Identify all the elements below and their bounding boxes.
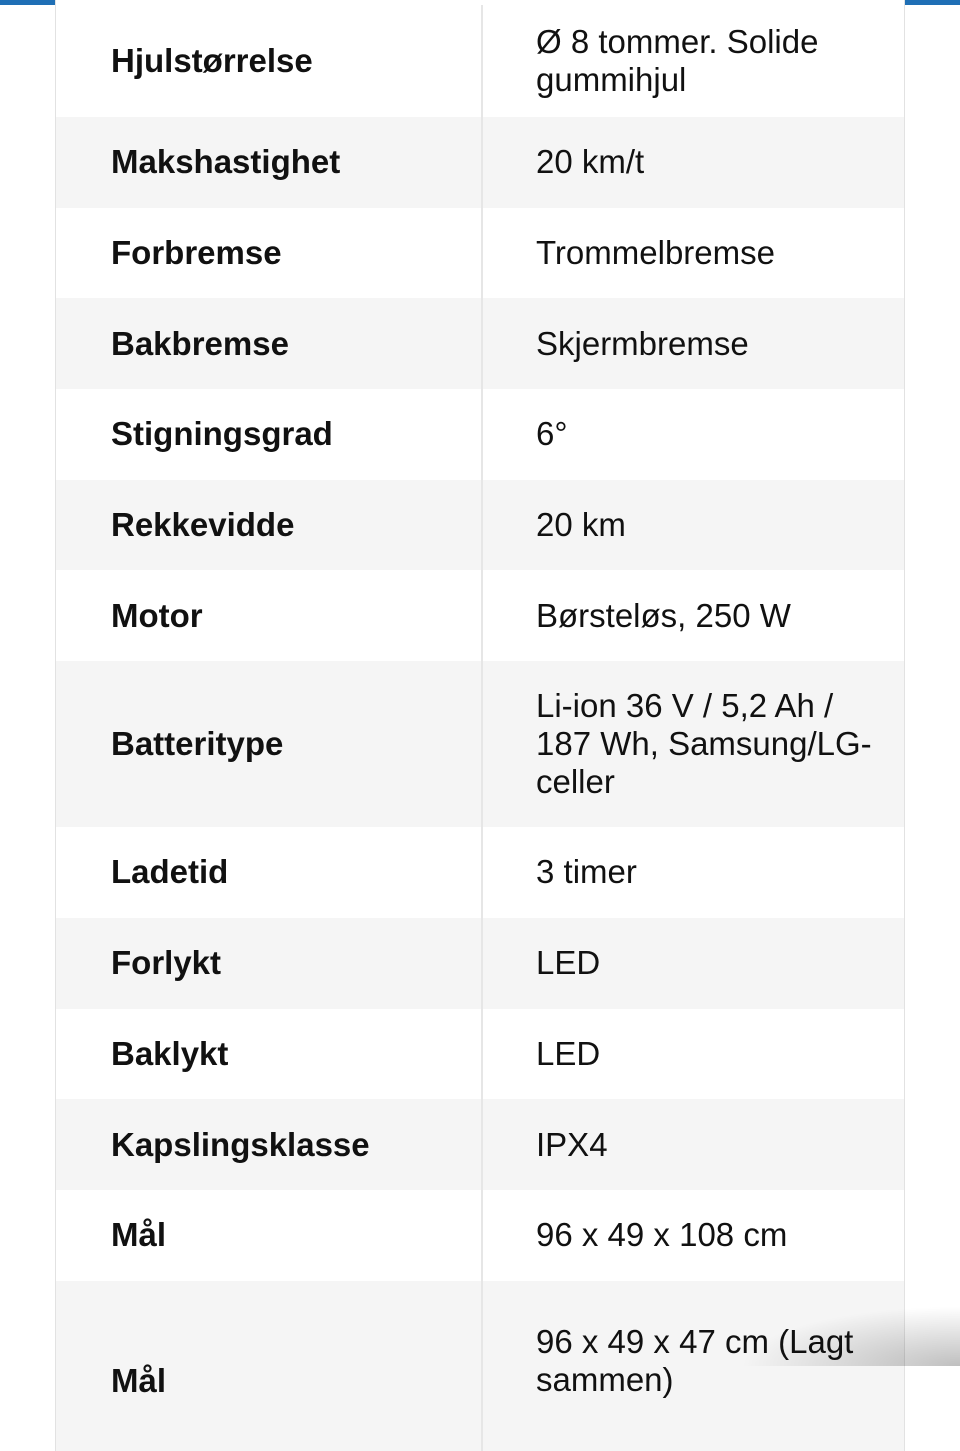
spec-label: Rekkevidde	[56, 480, 483, 571]
spec-label: Forlykt	[56, 918, 483, 1009]
page-margin-right	[905, 5, 960, 1366]
spec-value: Trommelbremse	[483, 234, 904, 272]
spec-label: Forbremse	[56, 208, 483, 299]
spec-label: Bakbremse	[56, 298, 483, 389]
spec-value: 96 x 49 x 108 cm	[483, 1216, 904, 1254]
spec-value: Ø 8 tommer. Solide gummihjul	[483, 23, 904, 99]
spec-row	[56, 0, 904, 117]
spec-label: Stigningsgrad	[56, 389, 483, 480]
spec-value: 96 x 49 x 47 cm (Lagt sammen)	[483, 1323, 904, 1399]
spec-value: Skjermbremse	[483, 325, 904, 363]
spec-row	[56, 208, 904, 299]
spec-value: 20 km/t	[483, 143, 904, 181]
page-margin-left	[0, 5, 55, 1366]
spec-value: LED	[483, 1035, 904, 1073]
spec-value: Li-ion 36 V / 5,2 Ah / 187 Wh, Samsung/LG-celler	[483, 687, 904, 801]
spec-row	[56, 661, 904, 827]
spec-value: 3 timer	[483, 853, 904, 891]
spec-row	[56, 1099, 904, 1190]
spec-row	[56, 570, 904, 661]
spec-value: 20 km	[483, 506, 904, 544]
spec-row	[56, 1190, 904, 1281]
spec-row	[56, 1009, 904, 1100]
spec-row	[56, 918, 904, 1009]
spec-label: Batteritype	[56, 661, 483, 827]
spec-table	[55, 0, 905, 1451]
spec-row	[56, 827, 904, 918]
spec-label: Motor	[56, 570, 483, 661]
spec-label: Makshastighet	[56, 117, 483, 208]
spec-label: Kapslingsklasse	[56, 1099, 483, 1190]
spec-label: Ladetid	[56, 827, 483, 918]
spec-value: Børsteløs, 250 W	[483, 597, 904, 635]
spec-value: LED	[483, 944, 904, 982]
spec-value: IPX4	[483, 1126, 904, 1164]
spec-label: Mål	[56, 1190, 483, 1281]
spec-row	[56, 389, 904, 480]
spec-row	[56, 117, 904, 208]
spec-row	[56, 298, 904, 389]
spec-label: Hjulstørrelse	[56, 5, 483, 117]
spec-row	[56, 480, 904, 571]
spec-label: Mål	[56, 1281, 483, 1451]
spec-label: Baklykt	[56, 1009, 483, 1100]
spec-value: 6°	[483, 415, 904, 453]
